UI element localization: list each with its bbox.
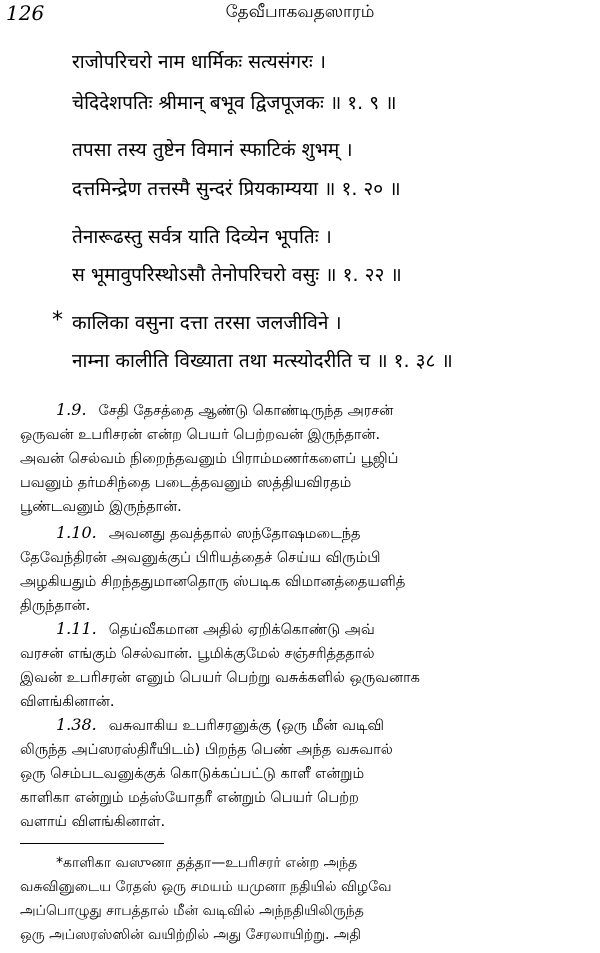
text-line: பவனும் தர்மசிந்தை படைத்தவனும் ஸத்தியவிரதம்	[20, 475, 352, 491]
running-title: தேவீபாகவதஸாரம்	[225, 2, 375, 22]
commentary-paragraph	[20, 713, 590, 834]
verse-number: 1.10.	[56, 523, 97, 542]
verse-line: दत्तमिन्द्रेण तत्तस्मै सुन्दरं प्रियकाम्यया ॥ १. २० ॥	[72, 178, 401, 200]
commentary-paragraph	[20, 617, 590, 714]
text-line: அவன் செல்வம் நிறைந்தவனும் பிராம்மணர்களைப் பூஜிப்	[20, 451, 399, 467]
page-header	[0, 0, 600, 34]
verse-line: तेनारूढस्तु सर्वत्र याति दिव्येन भूपतिः ।	[72, 226, 332, 248]
footnote-divider	[20, 843, 164, 844]
text-line: லிருந்த அப்ஸரஸ்திரீயிடம்) பிறந்த பெண் அந்த வசுவால்	[20, 742, 393, 758]
commentary-paragraph	[20, 398, 590, 519]
footnote-marker: *	[52, 308, 63, 333]
footnote-line: *காளிகா வஸுனா தத்தா—உபரிசரர் என்ற அந்த	[56, 855, 358, 871]
verse-line: नाम्ना कालीति विख्याता तथा मत्स्योदरीति च ॥ १. ३८ ॥	[72, 350, 453, 372]
page-number: 126	[6, 1, 45, 25]
text-line: திருந்தான்.	[20, 598, 91, 614]
text-line: ஒருவன் உபரிசரன் என்ற பெயர் பெற்றவன் இருந்தான்.	[20, 427, 381, 443]
text-line: வளாய் விளங்கினாள்.	[20, 814, 166, 830]
footnote-line: ஒரு அப்ஸரஸ்ஸின் வயிற்றில் அது சேரலாயிற்று. அதி	[20, 927, 361, 943]
verse-line: कालिका वसुना दत्ता तरसा जलजीविने ।	[72, 312, 342, 334]
verse-number: 1.9.	[56, 400, 87, 419]
verse-line: तपसा तस्य तुष्टेन विमानं स्फाटिकं शुभम् ।	[72, 139, 353, 161]
verse-line: स भूमावुपरिस्थोऽसौ तेनोपरिचरो वसुः ॥ १. २२ ॥	[72, 264, 402, 286]
text-line: ஒரு செம்படவனுக்குக் கொடுக்கப்பட்டு காளீ என்றும்	[20, 766, 365, 782]
text-line: வரசன் எங்கும் செல்வான். பூமிக்குமேல் சஞ்சரித்ததால்	[20, 646, 375, 662]
verse-number: 1.38.	[56, 715, 97, 734]
footnote	[20, 851, 590, 947]
footnote-line: வசுவினுடைய ரேதஸ் ஒரு சமயம் யமுனா நதியில் விழவே	[20, 879, 392, 895]
text-line: வசுவாகிய உபரிசரனுக்கு (ஒரு மீன் வடிவி	[108, 718, 384, 734]
verse-line: राजोपरिचरो नाम धार्मिकः सत्यसंगरः ।	[72, 51, 326, 73]
verse-line: चेदिदेशपतिः श्रीमान् बभूव द्विजपूजकः ॥ १. ९ ॥	[72, 92, 397, 114]
verse-number: 1.11.	[56, 619, 97, 638]
footnote-line: அப்பொழுது சாபத்தால் மீன் வடிவில் அந்நதியிலிருந்த	[20, 903, 364, 919]
text-line: சேதி தேசத்தை ஆண்டு கொண்டிருந்த அரசன்	[98, 403, 394, 419]
text-line: பூண்டவனும் இருந்தான்.	[20, 499, 182, 515]
text-line: இவன் உபரிசரன் எனும் பெயர் பெற்று வசுக்களில் ஒருவனாக	[20, 670, 420, 686]
text-line: காளிகா என்றும் மத்ஸ்யோதரீ என்றும் பெயர் பெற்ற	[20, 790, 359, 806]
text-line: அழகியதும் சிறந்ததுமானதொரு ஸ்படிக விமானத்தையளித்	[20, 574, 406, 590]
text-line: அவனது தவத்தால் ஸந்தோஷமடைந்த	[108, 526, 361, 542]
text-line: தேவேந்திரன் அவனுக்குப் பிரியத்தைச் செய்ய விரும்பி	[20, 550, 381, 566]
commentary-paragraph	[20, 521, 590, 618]
text-line: தெய்வீகமான அதில் ஏறிக்கொண்டு அவ்	[108, 622, 375, 638]
text-line: விளங்கினான்.	[20, 694, 115, 710]
